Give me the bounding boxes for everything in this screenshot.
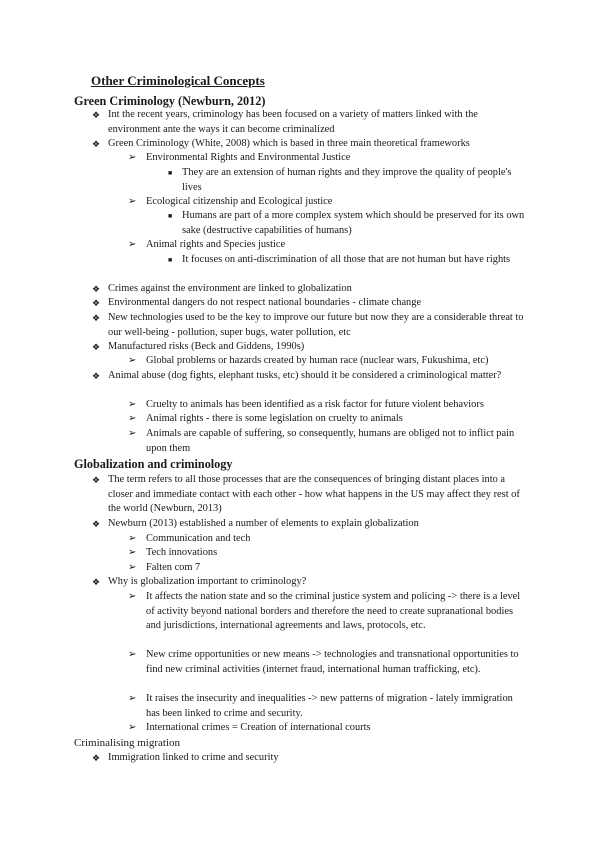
list-item bbox=[168, 209, 528, 238]
section-heading-globalization: Globalization and criminology bbox=[74, 457, 233, 471]
list-item-text: It raises the insecurity and inequalities -> new patterns of migration - lately immigration has been linked to crime and security. bbox=[146, 693, 513, 719]
diamond-bullet-icon: ❖ bbox=[92, 519, 101, 529]
diamond-bullet-icon: ❖ bbox=[92, 284, 101, 294]
list-item bbox=[128, 151, 528, 166]
diamond-bullet-icon: ❖ bbox=[92, 475, 101, 485]
section-heading-criminalising-migration: Criminalising migration bbox=[74, 737, 181, 749]
list-item bbox=[92, 296, 530, 311]
list-item bbox=[92, 311, 530, 340]
list-item-text: They are an extension of human rights and they improve the quality of people's lives bbox=[182, 167, 512, 193]
list-item-text: New technologies used to be the key to improve our future but now they are a considerable threat to our well-being - pollution, super bugs, water pollution, etc bbox=[108, 312, 524, 338]
arrow-bullet-icon: ➢ bbox=[128, 649, 137, 660]
diamond-bullet-icon: ❖ bbox=[92, 753, 101, 763]
list-item-text: Green Criminology (White, 2008) which is based in three main theoretical frameworks bbox=[108, 138, 470, 149]
list-item bbox=[128, 532, 528, 547]
square-bullet-icon: ■ bbox=[168, 169, 173, 177]
list-item bbox=[128, 546, 528, 561]
section-heading-green-criminology: Green Criminology (Newburn, 2012) bbox=[74, 94, 266, 108]
list-item bbox=[92, 517, 530, 532]
list-item bbox=[92, 137, 530, 152]
list-item-text: Manufactured risks (Beck and Giddens, 1990s) bbox=[108, 341, 305, 352]
list-item bbox=[128, 721, 528, 736]
list-item-text: Global problems or hazards created by human race (nuclear wars, Fukushima, etc) bbox=[146, 355, 489, 366]
page-title: Other Criminological Concepts bbox=[91, 73, 265, 88]
list-item bbox=[128, 354, 528, 369]
arrow-bullet-icon: ➢ bbox=[128, 196, 137, 207]
list-item bbox=[128, 561, 528, 576]
list-item-text: The term refers to all those processes that are the consequences of bringing distant places into a closer and immediate contact with each other - how what happens in the US may affect they rest of the world (Newburn, 2013) bbox=[108, 474, 520, 514]
square-bullet-icon: ■ bbox=[168, 212, 173, 220]
list-item bbox=[128, 195, 528, 210]
arrow-bullet-icon: ➢ bbox=[128, 591, 137, 602]
list-item-text: Animal abuse (dog fights, elephant tusks, etc) should it be considered a criminological matter? bbox=[108, 370, 502, 381]
list-item-text: Newburn (2013) established a number of elements to explain globalization bbox=[108, 518, 419, 529]
arrow-bullet-icon: ➢ bbox=[128, 693, 137, 704]
list-item-text: New crime opportunities or new means -> technologies and transnational opportunities to find new criminal activities (internet fraud, international human trafficking, etc). bbox=[146, 649, 519, 675]
list-item bbox=[92, 340, 530, 355]
list-item-text: Environmental dangers do not respect national boundaries - climate change bbox=[108, 297, 422, 308]
list-item-text: Animals are capable of suffering, so consequently, humans are obliged not to inflict pain upon them bbox=[146, 428, 515, 454]
list-item-text: Cruelty to animals has been identified as a risk factor for future violent behaviors bbox=[146, 399, 484, 410]
list-item bbox=[92, 751, 530, 766]
list-item bbox=[128, 590, 528, 634]
diamond-bullet-icon: ❖ bbox=[92, 139, 101, 149]
list-item bbox=[128, 427, 528, 456]
list-item bbox=[168, 166, 528, 195]
arrow-bullet-icon: ➢ bbox=[128, 399, 137, 410]
list-item bbox=[128, 412, 528, 427]
arrow-bullet-icon: ➢ bbox=[128, 562, 137, 573]
diamond-bullet-icon: ❖ bbox=[92, 298, 101, 308]
list-item-text: Why is globalization important to criminology? bbox=[108, 576, 307, 587]
list-item bbox=[92, 282, 530, 297]
arrow-bullet-icon: ➢ bbox=[128, 413, 137, 424]
arrow-bullet-icon: ➢ bbox=[128, 239, 137, 250]
list-item-text: It focuses on anti-discrimination of all those that are not human but have rights bbox=[182, 254, 511, 265]
diamond-bullet-icon: ❖ bbox=[92, 371, 101, 381]
list-item-text: Int the recent years, criminology has been focused on a variety of matters linked with the environment ante the ways it can become criminalized bbox=[108, 109, 478, 135]
list-item-text: Ecological citizenship and Ecological justice bbox=[146, 196, 333, 207]
diamond-bullet-icon: ❖ bbox=[92, 342, 101, 352]
list-item bbox=[128, 238, 528, 253]
list-item bbox=[128, 648, 528, 677]
arrow-bullet-icon: ➢ bbox=[128, 355, 137, 366]
list-item-text: Communication and tech bbox=[146, 533, 251, 544]
list-item-text: Falten com 7 bbox=[146, 562, 201, 573]
list-item bbox=[92, 108, 530, 137]
diamond-bullet-icon: ❖ bbox=[92, 313, 101, 323]
diamond-bullet-icon: ❖ bbox=[92, 110, 101, 120]
arrow-bullet-icon: ➢ bbox=[128, 152, 137, 163]
list-item bbox=[128, 398, 528, 413]
list-item-text: International crimes = Creation of international courts bbox=[146, 722, 371, 733]
diamond-bullet-icon: ❖ bbox=[92, 577, 101, 587]
list-item-text: Environmental Rights and Environmental Justice bbox=[146, 152, 351, 163]
list-item-text: Animal rights - there is some legislation on cruelty to animals bbox=[146, 413, 403, 424]
list-item-text: Crimes against the environment are linked to globalization bbox=[108, 283, 352, 294]
list-item bbox=[92, 575, 530, 590]
list-item-text: Animal rights and Species justice bbox=[146, 239, 286, 250]
arrow-bullet-icon: ➢ bbox=[128, 722, 137, 733]
list-item bbox=[92, 473, 530, 517]
square-bullet-icon: ■ bbox=[168, 256, 173, 264]
list-item-text: Immigration linked to crime and security bbox=[108, 752, 279, 763]
arrow-bullet-icon: ➢ bbox=[128, 428, 137, 439]
list-item bbox=[128, 692, 528, 721]
list-item bbox=[92, 369, 530, 384]
list-item-text: Tech innovations bbox=[146, 547, 218, 558]
arrow-bullet-icon: ➢ bbox=[128, 533, 137, 544]
list-item-text: Humans are part of a more complex system which should be preserved for its own sake (destructive capabilities of humans) bbox=[182, 210, 525, 236]
list-item-text: It affects the nation state and so the criminal justice system and policing -> there is a level of activity beyond national borders and therefore the need to create supranational bodies and jurisdictions, international agreements and laws, protocols, etc. bbox=[146, 591, 521, 631]
arrow-bullet-icon: ➢ bbox=[128, 547, 137, 558]
list-item bbox=[168, 253, 528, 268]
